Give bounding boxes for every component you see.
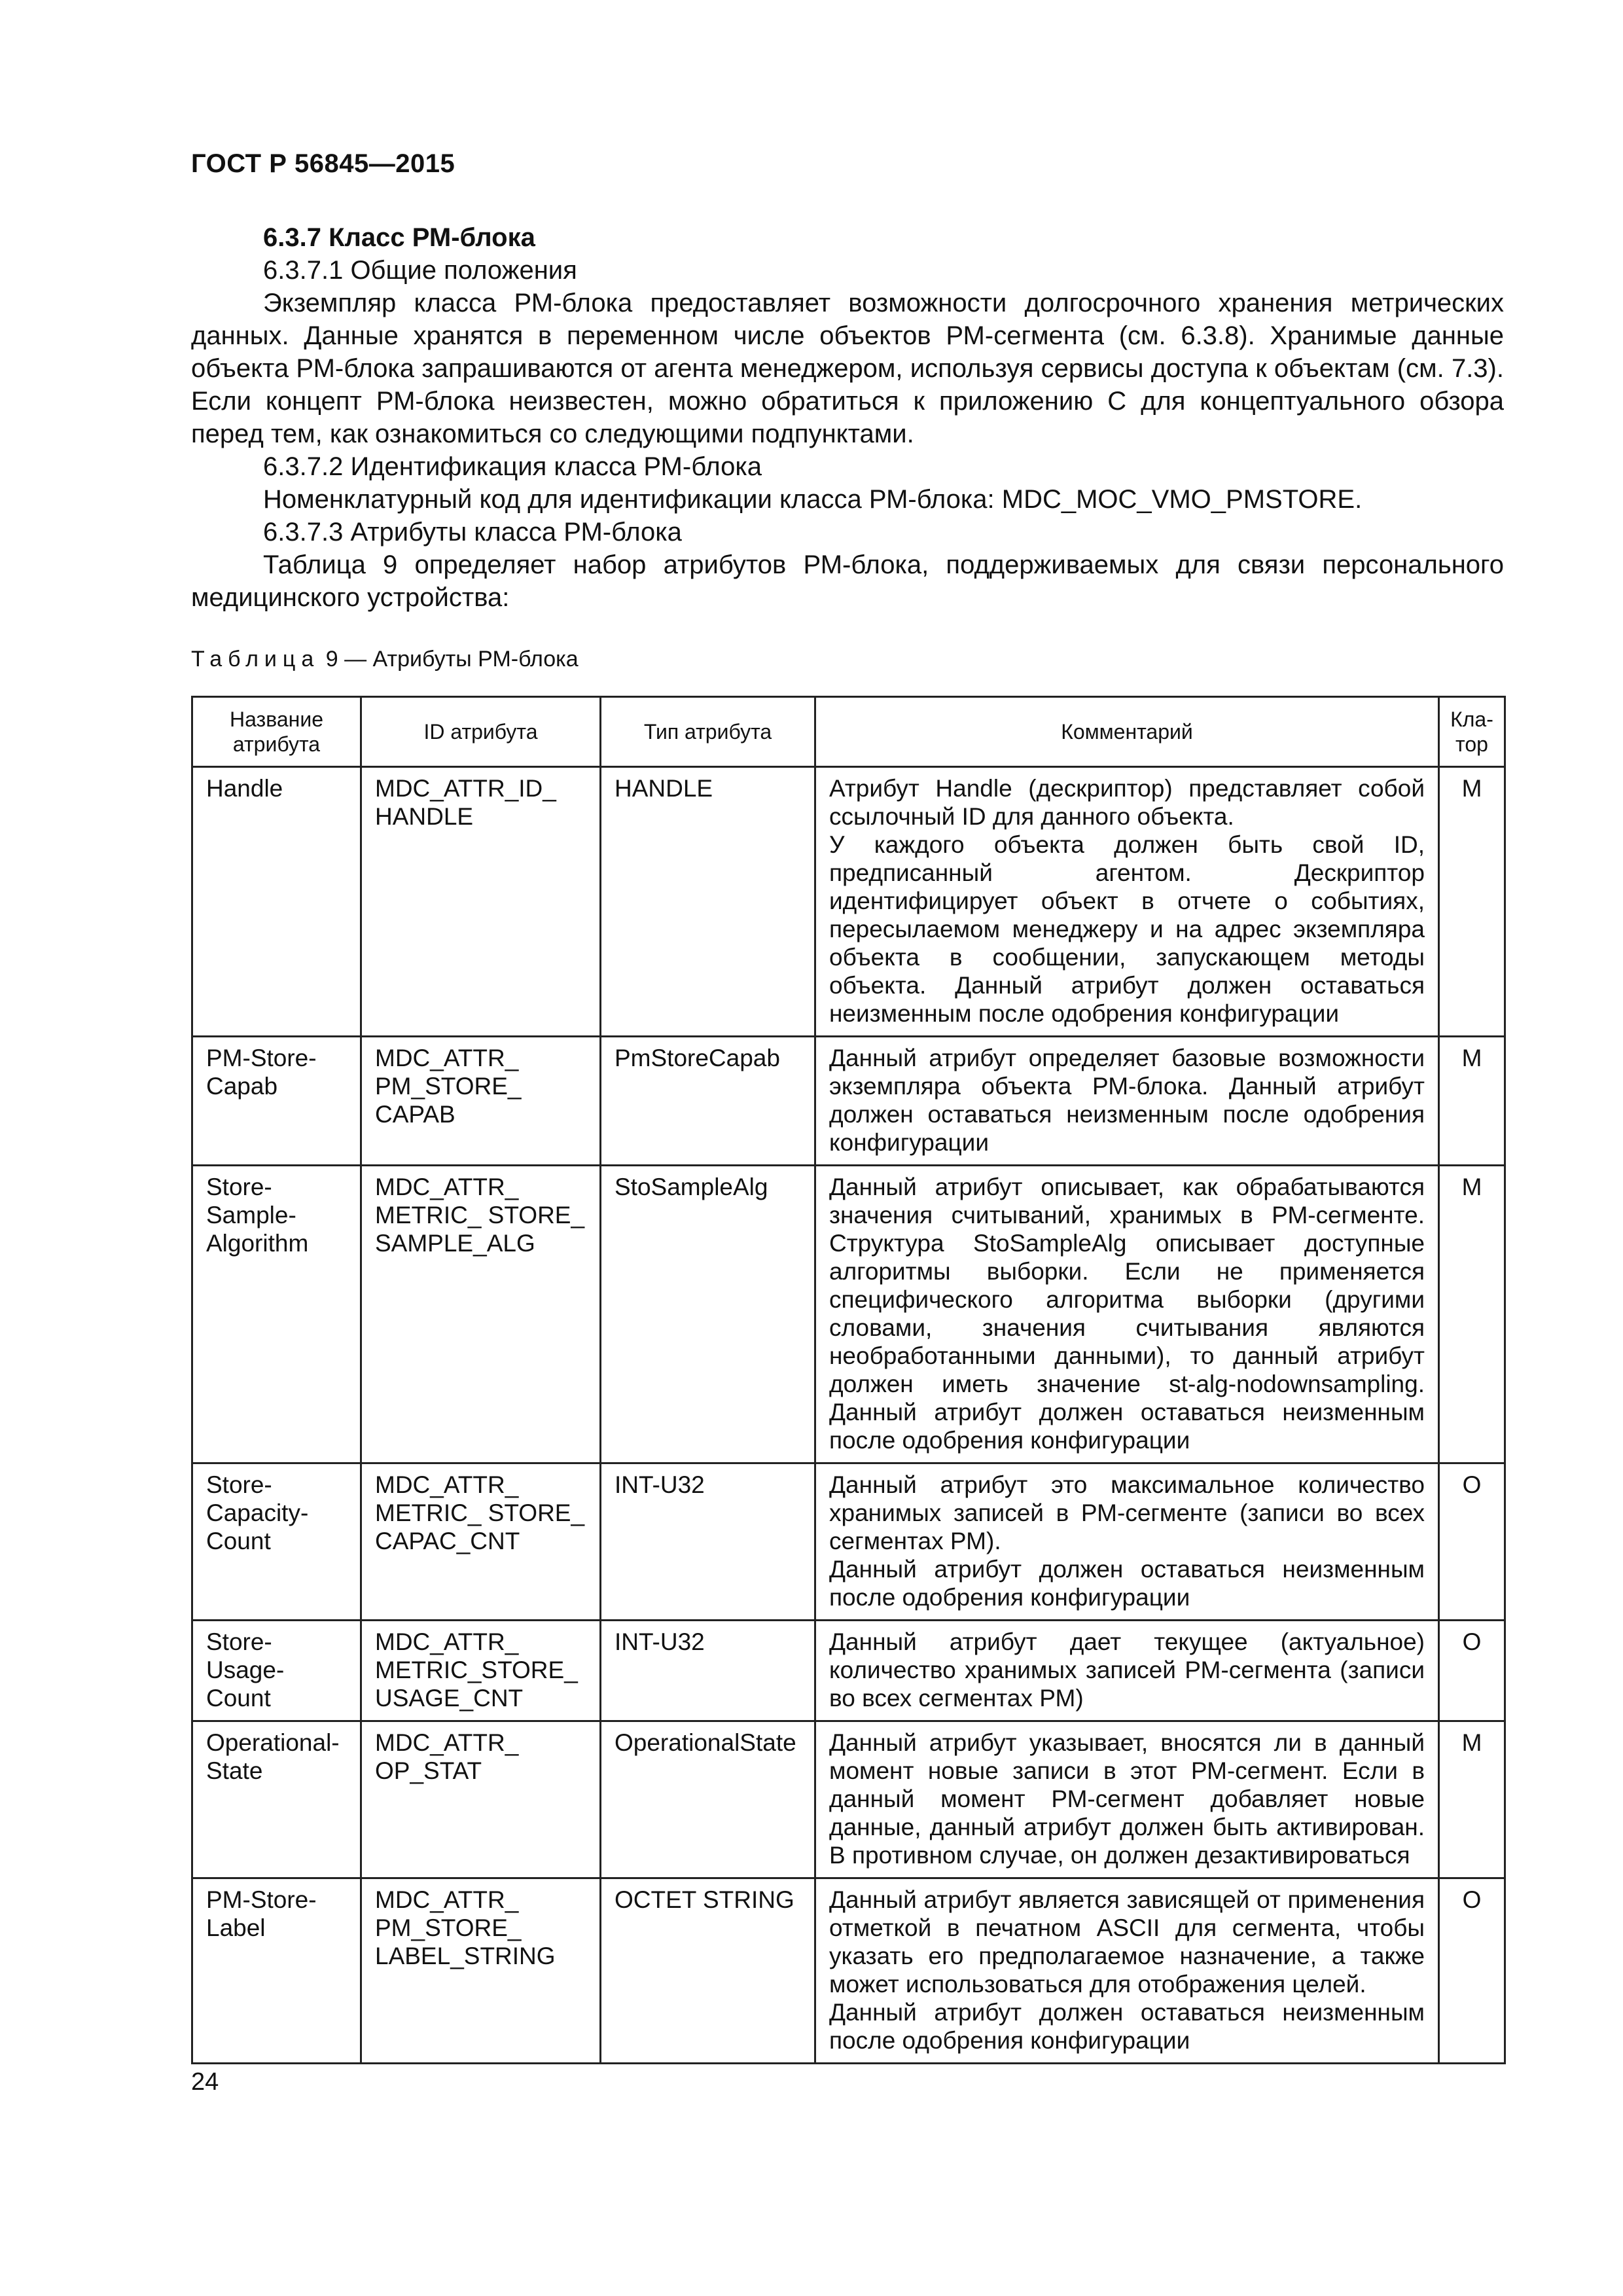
section-body — [191, 221, 1504, 614]
table-header-row — [192, 697, 1505, 767]
cell-comment-part: Данный атрибут это максимальное количество хранимых записей в РМ-сегменте (записи во всех сегментах РМ). — [829, 1471, 1425, 1554]
cell-comment-part: Атрибут Handle (дескриптор) представляет собой ссылочный ID для данного объекта. — [829, 775, 1425, 830]
paragraph-identification: Номенклатурный код для идентификации класса РМ-блока: MDC_MOC_VMO_PMSTORE. — [263, 485, 1363, 514]
paragraph-general: Экземпляр класса РМ-блока предоставляет возможности долгосрочного хранения метрических данных. Данные хранятся в переменном числе объектов РМ-сегмента (см. 6.3.8). Хранимые данные объекта РМ-блока запрашиваются от агента менеджером, используя сервисы доступа к объектам (см. 7.3). Если концепт РМ-блока неизвестен, можно обратиться к приложению С для концептуального обзора перед тем, как ознакомиться со следующими подпунктами. — [191, 289, 1504, 448]
page-number: 24 — [191, 2068, 219, 2096]
header-attribute-id: ID атрибута — [361, 697, 601, 767]
table-row — [192, 1166, 1505, 1463]
cell-comment: Данный атрибут определяет базовые возможности экземпляра объекта РМ-блока. Данный атрибут должен оставаться неизменным после одобрения конфигурации — [815, 1037, 1439, 1166]
header-attribute-type: Тип атрибута — [601, 697, 815, 767]
table-caption-word: Таблица — [191, 647, 320, 672]
cell-classifier: М — [1439, 1721, 1505, 1878]
cell-comment-part: Данный атрибут является зависящей от применения отметкой в печатном ASCII для сегмента, чтобы указать его предполагаемое назначение, а также может использоваться для отображения целей. — [829, 1886, 1425, 1998]
cell-classifier: О — [1439, 1878, 1505, 2064]
header-comment: Комментарий — [815, 697, 1439, 767]
section-heading: 6.3.7 Класс РМ-блока — [263, 223, 535, 252]
subsection-title-identification: 6.3.7.2 Идентификация класса РМ-блока — [263, 452, 762, 481]
cell-id: MDC_ATTR_ METRIC_ STORE_ SAMPLE_ALG — [361, 1166, 601, 1463]
table-row — [192, 1037, 1505, 1166]
table-caption-text: 9 — Атрибуты РМ-блока — [319, 647, 579, 672]
cell-comment — [815, 767, 1439, 1037]
cell-classifier: М — [1439, 767, 1505, 1037]
cell-comment: Данный атрибут дает текущее (актуальное) количество хранимых записей РМ-сегмента (записи во всех сегментах РМ) — [815, 1621, 1439, 1721]
cell-comment: Данный атрибут описывает, как обрабатываются значения считываний, хранимых в РМ-сегменте. Структура StoSampleAlg описывает доступные алгоритмы выборки. Если не применяется специфического алгоритма выборки (другими словами, значения считывания являются необработанными данными), то данный атрибут должен иметь значение st-alg-nodownsampling. Данный атрибут должен оставаться неизменным после одобрения конфигурации — [815, 1166, 1439, 1463]
subsection-title-attributes: 6.3.7.3 Атрибуты класса РМ-блока — [263, 518, 682, 547]
cell-classifier: О — [1439, 1463, 1505, 1621]
cell-type: OperationalState — [601, 1721, 815, 1878]
cell-type: StoSampleAlg — [601, 1166, 815, 1463]
cell-comment-part: Данный атрибут должен оставаться неизменным после одобрения конфигурации — [829, 1556, 1425, 1611]
cell-type: HANDLE — [601, 767, 815, 1037]
cell-id: MDC_ATTR_ PM_STORE_ LABEL_STRING — [361, 1878, 601, 2064]
cell-id: MDC_ATTR_ OP_STAT — [361, 1721, 601, 1878]
table-row — [192, 1621, 1505, 1721]
cell-classifier: М — [1439, 1166, 1505, 1463]
attributes-table — [191, 696, 1506, 2064]
cell-classifier: М — [1439, 1037, 1505, 1166]
cell-id: MDC_ATTR_ID_ HANDLE — [361, 767, 601, 1037]
header-classifier: Кла-тор — [1439, 697, 1505, 767]
cell-comment-part: У каждого объекта должен быть свой ID, предписанный агентом. Дескриптор идентифицирует объект в отчете о событиях, пересылаемом менеджеру и на адрес экземпляра объекта в сообщении, запускающем методы объекта. Данный атрибут должен оставаться неизменным после одобрения конфигурации — [829, 831, 1425, 1027]
cell-name: Store-Usage-Count — [192, 1621, 361, 1721]
table-caption — [191, 647, 579, 672]
cell-name: Store-Capacity-Count — [192, 1463, 361, 1621]
header-attribute-name: Название атрибута — [192, 697, 361, 767]
cell-type: INT-U32 — [601, 1463, 815, 1621]
cell-id: MDC_ATTR_ METRIC_ STORE_ CAPAC_CNT — [361, 1463, 601, 1621]
cell-classifier: О — [1439, 1621, 1505, 1721]
table-row — [192, 1721, 1505, 1878]
cell-name: Store-Sample-Algorithm — [192, 1166, 361, 1463]
paragraph-attributes: Таблица 9 определяет набор атрибутов РМ-блока, поддерживаемых для связи персонального медицинского устройства: — [191, 550, 1504, 612]
subsection-title-general: 6.3.7.1 Общие положения — [263, 256, 577, 285]
table-row — [192, 1463, 1505, 1621]
cell-type: OCTET STRING — [601, 1878, 815, 2064]
cell-comment — [815, 1878, 1439, 2064]
cell-id: MDC_ATTR_ METRIC_STORE_ USAGE_CNT — [361, 1621, 601, 1721]
document-header: ГОСТ Р 56845—2015 — [191, 149, 455, 178]
table-row — [192, 767, 1505, 1037]
cell-name: PM-Store-Label — [192, 1878, 361, 2064]
cell-comment — [815, 1463, 1439, 1621]
cell-comment: Данный атрибут указывает, вносятся ли в данный момент новые записи в этот РМ-сегмент. Если в данный момент РМ-сегмент добавляет новые данные, данный атрибут должен быть активирован. В противном случае, он должен дезактивироваться — [815, 1721, 1439, 1878]
cell-id: MDC_ATTR_ PM_STORE_ CAPAB — [361, 1037, 601, 1166]
cell-comment-part: Данный атрибут должен оставаться неизменным после одобрения конфигурации — [829, 1999, 1425, 2054]
cell-name: Operational-State — [192, 1721, 361, 1878]
table-row — [192, 1878, 1505, 2064]
cell-name: Handle — [192, 767, 361, 1037]
cell-name: PM-Store-Capab — [192, 1037, 361, 1166]
cell-type: PmStoreCapab — [601, 1037, 815, 1166]
cell-type: INT-U32 — [601, 1621, 815, 1721]
